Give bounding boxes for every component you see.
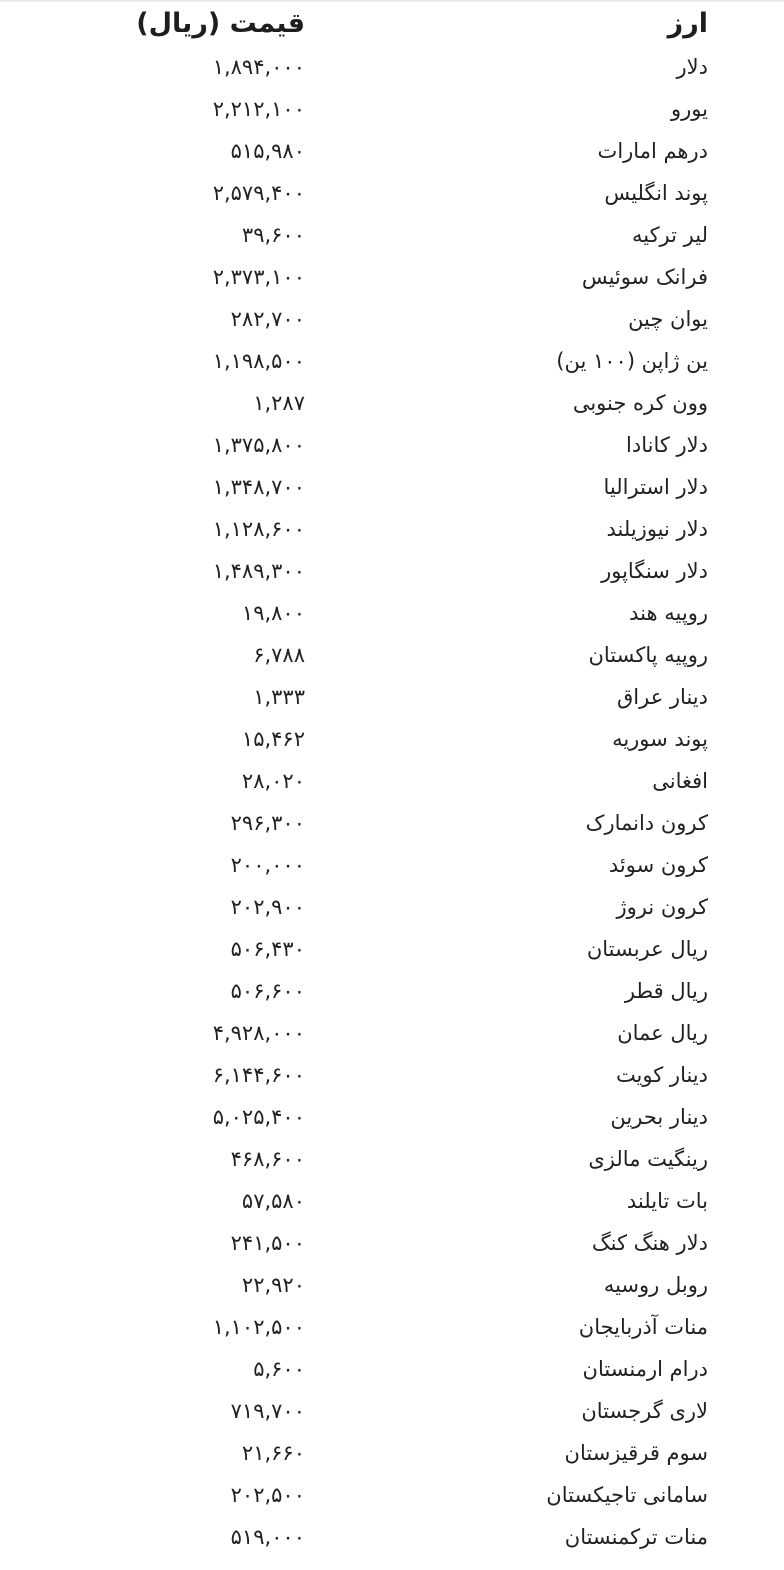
currency-price: ۱۵,۴۶۲ xyxy=(241,727,305,751)
table-row xyxy=(0,844,784,886)
currency-price: ۱,۳۷۵,۸۰۰ xyxy=(212,433,305,457)
table-row xyxy=(0,1138,784,1180)
currency-price: ۳۹,۶۰۰ xyxy=(241,223,305,247)
currency-name: دینار عراق xyxy=(617,685,708,709)
table-row xyxy=(0,970,784,1012)
currency-price: ۱,۱۲۸,۶۰۰ xyxy=(212,517,305,541)
table-row xyxy=(0,1306,784,1348)
table-row xyxy=(0,718,784,760)
table-row xyxy=(0,1054,784,1096)
table-row xyxy=(0,88,784,130)
currency-name: پوند انگلیس xyxy=(604,181,708,205)
currency-name: دلار استرالیا xyxy=(603,475,708,499)
currency-name: منات ترکمنستان xyxy=(564,1525,708,1549)
table-row xyxy=(0,1012,784,1054)
table-row xyxy=(0,1222,784,1264)
currency-price: ۲۰۲,۵۰۰ xyxy=(230,1483,305,1507)
currency-price: ۵۱۵,۹۸۰ xyxy=(230,139,305,163)
currency-price: ۱,۳۳۳ xyxy=(253,685,305,709)
currency-price: ۲۹۶,۳۰۰ xyxy=(230,811,305,835)
currency-name: دینار بحرین xyxy=(610,1105,708,1129)
table-row xyxy=(0,214,784,256)
currency-price: ۲۰۰,۰۰۰ xyxy=(230,853,305,877)
currency-name: دینار کویت xyxy=(615,1063,708,1087)
currency-price: ۵۰۶,۶۰۰ xyxy=(230,979,305,1003)
table-row xyxy=(0,46,784,88)
currency-price: ۱,۳۴۸,۷۰۰ xyxy=(212,475,305,499)
currency-price: ۱,۸۹۴,۰۰۰ xyxy=(212,55,305,79)
currency-price: ۵,۰۲۵,۴۰۰ xyxy=(212,1105,305,1129)
table-header-row xyxy=(0,0,784,46)
currency-name: روپیه هند xyxy=(629,601,708,625)
currency-name: ریال عمان xyxy=(617,1021,708,1045)
table-row xyxy=(0,550,784,592)
currency-name: روپیه پاکستان xyxy=(588,643,708,667)
table-row xyxy=(0,1474,784,1516)
table-row xyxy=(0,382,784,424)
currency-price: ۱,۴۸۹,۳۰۰ xyxy=(212,559,305,583)
currency-price: ۱,۱۰۲,۵۰۰ xyxy=(212,1315,305,1339)
table-row xyxy=(0,424,784,466)
currency-price: ۶,۱۴۴,۶۰۰ xyxy=(212,1063,305,1087)
currency-name: روبل روسیه xyxy=(603,1273,708,1297)
currency-price: ۵۷,۵۸۰ xyxy=(241,1189,305,1213)
currency-price: ۲۸۲,۷۰۰ xyxy=(230,307,305,331)
currency-price: ۱۹,۸۰۰ xyxy=(241,601,305,625)
table-row xyxy=(0,1264,784,1306)
currency-name: فرانک سوئیس xyxy=(581,265,708,289)
table-row xyxy=(0,130,784,172)
currency-price: ۴,۹۲۸,۰۰۰ xyxy=(212,1021,305,1045)
price-column-header: قیمت (ریال) xyxy=(136,7,305,39)
currency-price: ۲,۳۷۳,۱۰۰ xyxy=(212,265,305,289)
currency-name: سوم قرقیزستان xyxy=(564,1441,708,1465)
currency-name: رینگیت مالزی xyxy=(588,1147,708,1171)
table-row xyxy=(0,1348,784,1390)
currency-price: ۱,۲۸۷ xyxy=(253,391,305,415)
table-row xyxy=(0,592,784,634)
table-row xyxy=(0,634,784,676)
currency-name: درام ارمنستان xyxy=(582,1357,708,1381)
currency-price: ۵,۶۰۰ xyxy=(253,1357,305,1381)
table-row xyxy=(0,676,784,718)
table-row xyxy=(0,508,784,550)
table-row xyxy=(0,928,784,970)
table-row xyxy=(0,172,784,214)
table-row xyxy=(0,760,784,802)
currency-name: ین ژاپن (۱۰۰ ین) xyxy=(556,349,708,373)
currency-name: بات تایلند xyxy=(626,1189,708,1213)
table-row xyxy=(0,886,784,928)
currency-name: کرون دانمارک xyxy=(585,811,708,835)
table-row xyxy=(0,1390,784,1432)
table-body xyxy=(0,46,784,1558)
table-row xyxy=(0,1432,784,1474)
currency-price: ۲۱,۶۶۰ xyxy=(241,1441,305,1465)
currency-name: افغانی xyxy=(652,769,708,793)
currency-column-header: ارز xyxy=(667,7,708,39)
currency-name: درهم امارات xyxy=(597,139,708,163)
currency-price: ۲۲,۹۲۰ xyxy=(241,1273,305,1297)
currency-price: ۲,۲۱۲,۱۰۰ xyxy=(212,97,305,121)
currency-price: ۷۱۹,۷۰۰ xyxy=(230,1399,305,1423)
currency-price: ۴۶۸,۶۰۰ xyxy=(230,1147,305,1171)
table-row xyxy=(0,340,784,382)
currency-price: ۵۱۹,۰۰۰ xyxy=(230,1525,305,1549)
currency-name: لیر ترکیه xyxy=(631,223,708,247)
currency-name: وون کره جنوبی xyxy=(572,391,708,415)
currency-name: دلار xyxy=(676,55,708,79)
currency-name: یوان چین xyxy=(628,307,708,331)
currency-name: دلار کانادا xyxy=(626,433,708,457)
currency-name: لاری گرجستان xyxy=(581,1399,708,1423)
currency-name: سامانی تاجیکستان xyxy=(546,1483,708,1507)
table-row xyxy=(0,298,784,340)
currency-price: ۲۸,۰۲۰ xyxy=(241,769,305,793)
table-row xyxy=(0,802,784,844)
currency-name: دلار سنگاپور xyxy=(601,559,708,583)
table-row xyxy=(0,1096,784,1138)
currency-name: کرون نروژ xyxy=(616,895,708,919)
currency-price: ۶,۷۸۸ xyxy=(253,643,305,667)
currency-name: پوند سوریه xyxy=(612,727,708,751)
currency-price: ۱,۱۹۸,۵۰۰ xyxy=(212,349,305,373)
currency-name: ریال عربستان xyxy=(586,937,708,961)
currency-name: دلار نیوزیلند xyxy=(606,517,708,541)
table-row xyxy=(0,1516,784,1558)
table-row xyxy=(0,466,784,508)
currency-name: کرون سوئد xyxy=(608,853,708,877)
currency-price: ۲۰۲,۹۰۰ xyxy=(230,895,305,919)
currency-price: ۲,۵۷۹,۴۰۰ xyxy=(212,181,305,205)
currency-price: ۵۰۶,۴۳۰ xyxy=(230,937,305,961)
currency-name: منات آذربایجان xyxy=(578,1315,708,1339)
currency-price: ۲۴۱,۵۰۰ xyxy=(230,1231,305,1255)
currency-name: ریال قطر xyxy=(624,979,708,1003)
table-row xyxy=(0,1180,784,1222)
table-row xyxy=(0,256,784,298)
currency-name: یورو xyxy=(671,97,708,121)
currency-name: دلار هنگ کنگ xyxy=(591,1231,708,1255)
